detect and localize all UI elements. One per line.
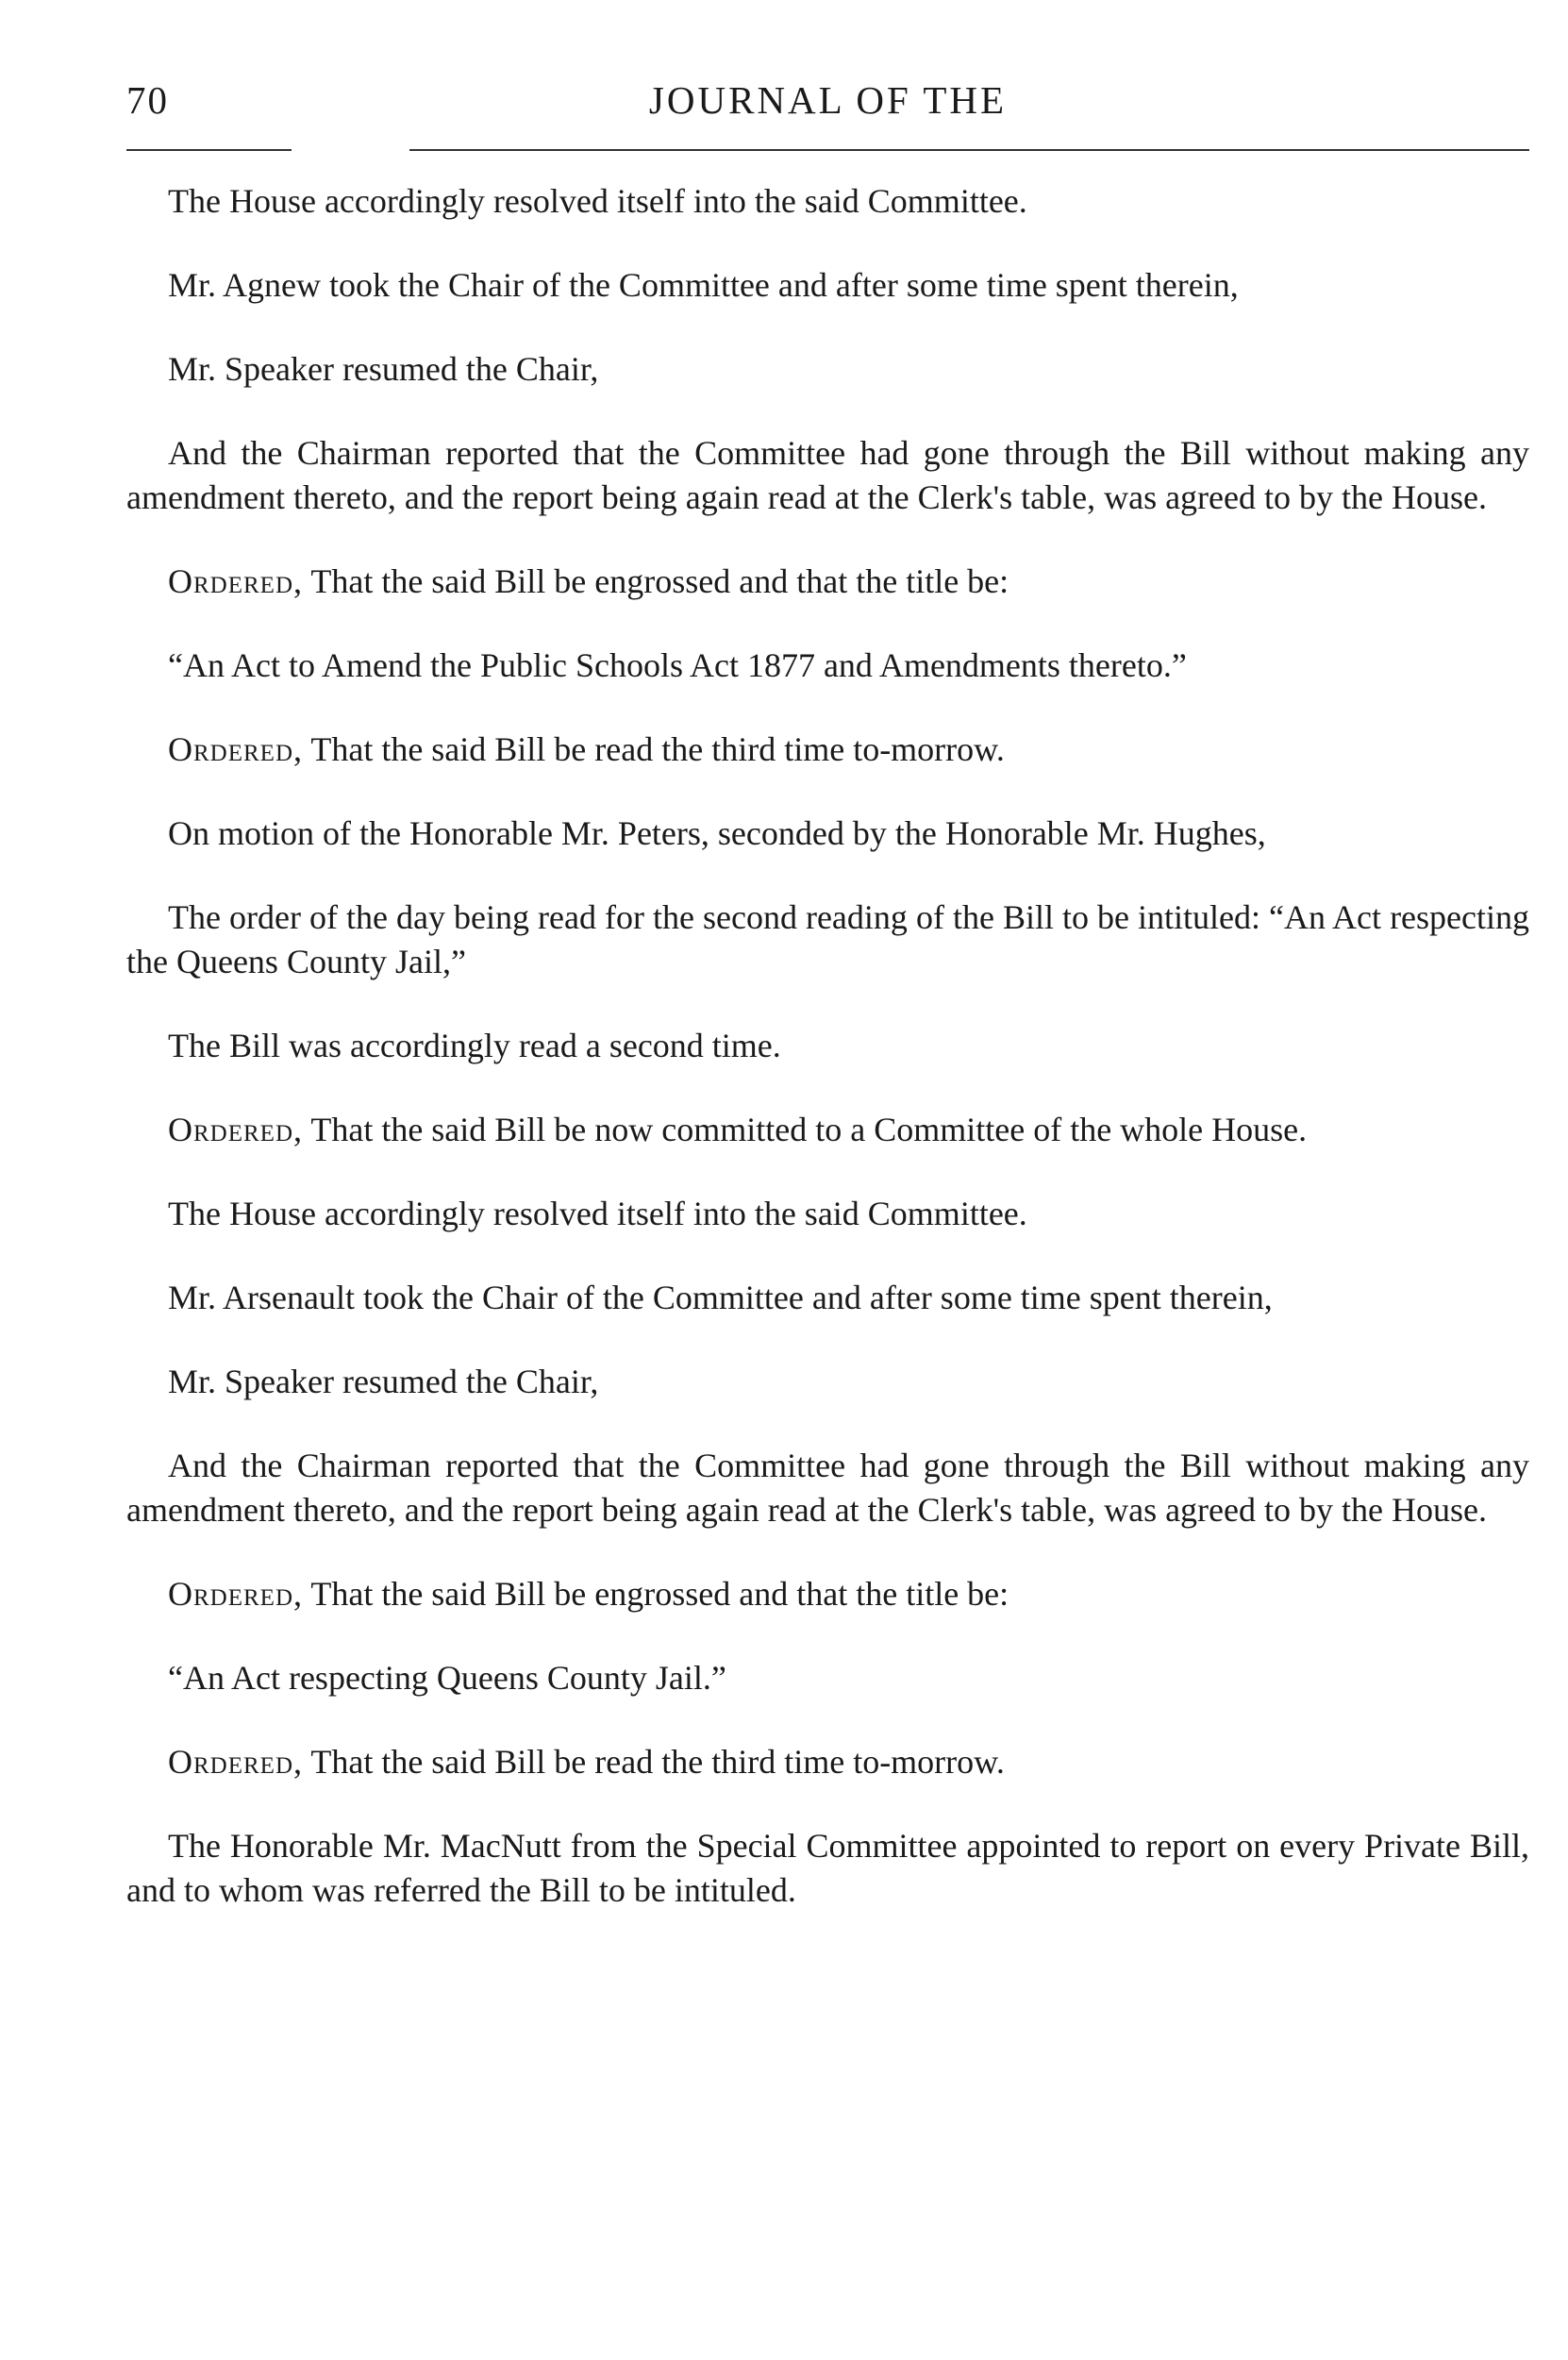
journal-body xyxy=(126,179,1529,1952)
ordered-paragraph xyxy=(126,1740,1529,1784)
page-header xyxy=(126,77,1529,134)
paragraph xyxy=(126,1276,1529,1320)
paragraph xyxy=(126,1444,1529,1532)
paragraph xyxy=(126,347,1529,392)
paragraph-text: Mr. Speaker resumed the Chair, xyxy=(168,1363,599,1400)
paragraph-text: Mr. Arsenault took the Chair of the Committee and after some time spent therein, xyxy=(168,1279,1273,1316)
ordered-paragraph xyxy=(126,560,1529,604)
paragraph xyxy=(126,812,1529,856)
page-number: 70 xyxy=(126,78,169,122)
ordered-label: Ordered, xyxy=(168,730,303,768)
header-rule-left xyxy=(126,149,292,151)
paragraph-text: The Bill was accordingly read a second time. xyxy=(168,1027,781,1064)
paragraph-text: “An Act respecting Queens County Jail.” xyxy=(168,1659,726,1697)
paragraph xyxy=(126,263,1529,308)
paragraph-text: And the Chairman reported that the Committee had gone through the Bill without making any amendment thereto, and the report being again read at the Clerk's table, was agreed to by the House. xyxy=(126,1447,1529,1529)
paragraph-text: And the Chairman reported that the Committee had gone through the Bill without making any amendment thereto, and the report being again read at the Clerk's table, was agreed to by the House. xyxy=(126,434,1529,516)
paragraph-text: “An Act to Amend the Public Schools Act 1877 and Amendments thereto.” xyxy=(168,646,1187,684)
running-title: JOURNAL OF THE xyxy=(648,78,1008,122)
ordered-paragraph xyxy=(126,1108,1529,1152)
ordered-label: Ordered, xyxy=(168,1575,303,1613)
paragraph xyxy=(126,1024,1529,1068)
paragraph xyxy=(126,431,1529,520)
ordered-label: Ordered, xyxy=(168,562,303,600)
paragraph-text: The Honorable Mr. MacNutt from the Special Committee appointed to report on every Private Bill, and to whom was referred the Bill to be intituled. xyxy=(126,1827,1529,1909)
paragraph-text: That the said Bill be now committed to a Committee of the whole House. xyxy=(303,1111,1308,1148)
paragraph-text: That the said Bill be read the third time to-morrow. xyxy=(303,730,1005,768)
paragraph-text: On motion of the Honorable Mr. Peters, seconded by the Honorable Mr. Hughes, xyxy=(168,814,1266,852)
ordered-paragraph xyxy=(126,1572,1529,1616)
ordered-label: Ordered, xyxy=(168,1743,303,1781)
paragraph xyxy=(126,895,1529,984)
paragraph xyxy=(126,1192,1529,1236)
paragraph xyxy=(126,179,1529,224)
ordered-label: Ordered, xyxy=(168,1111,303,1148)
paragraph-text: The order of the day being read for the second reading of the Bill to be intituled: “An Act respecting the Queens County Jail,” xyxy=(126,898,1529,980)
paragraph-text: That the said Bill be read the third time to-morrow. xyxy=(303,1743,1005,1781)
paragraph-text: That the said Bill be engrossed and that the title be: xyxy=(303,1575,1009,1613)
paragraph-text: That the said Bill be engrossed and that the title be: xyxy=(303,562,1009,600)
paragraph-text: The House accordingly resolved itself into the said Committee. xyxy=(168,1195,1027,1232)
paragraph xyxy=(126,1360,1529,1404)
paragraph-text: Mr. Speaker resumed the Chair, xyxy=(168,350,599,388)
bill-title xyxy=(126,644,1529,688)
paragraph-text: The House accordingly resolved itself into the said Committee. xyxy=(168,182,1027,220)
ordered-paragraph xyxy=(126,728,1529,772)
paragraph-text: Mr. Agnew took the Chair of the Committee and after some time spent therein, xyxy=(168,266,1239,304)
paragraph xyxy=(126,1824,1529,1913)
bill-title xyxy=(126,1656,1529,1700)
header-rule-right xyxy=(409,149,1529,151)
